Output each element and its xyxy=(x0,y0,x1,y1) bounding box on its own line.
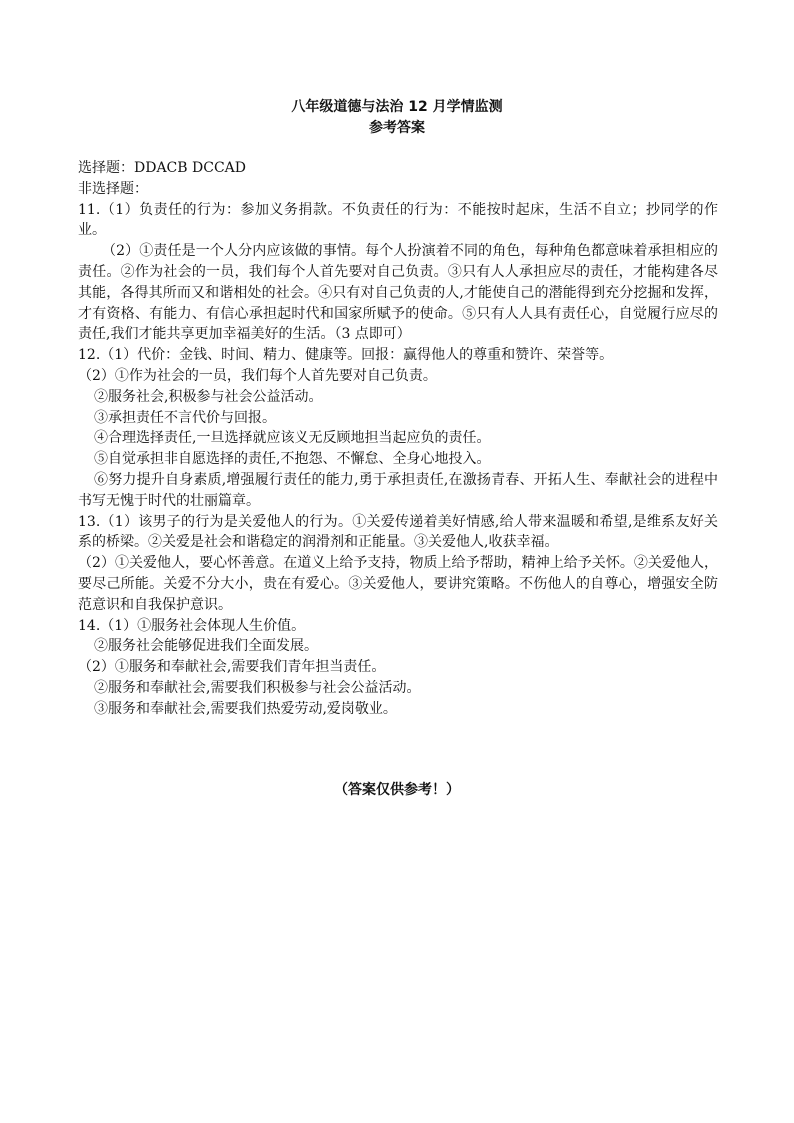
non-multiple-choice-heading: 非选择题： xyxy=(78,180,148,197)
answer-content xyxy=(78,158,718,720)
q12-part1: 12.（1）代价：金钱、时间、精力、健康等。回报：赢得他人的尊重和赞许、荣誉等。 xyxy=(78,347,614,364)
q14-part1-item2: ②服务社会能够促进我们全面发展。 xyxy=(94,638,318,655)
q14-part1-item1: 14.（1）①服务社会体现人生价值。 xyxy=(78,617,306,634)
q12-part2-item6: ⑥努力提升自身素质,增强履行责任的能力,勇于承担责任,在激扬青春、开拓人生、奉献社会的进程中书写无愧于时代的壮丽篇章。 xyxy=(78,471,718,509)
document-subtitle: 参考答案 xyxy=(369,120,425,136)
q14-part2-item2: ②服务和奉献社会,需要我们积极参与社会公益活动。 xyxy=(94,679,421,696)
multiple-choice-answers: 选择题：DDACB DCCAD xyxy=(78,160,246,176)
document-title: 八年级道德与法治 12 月学情监测 xyxy=(291,99,503,115)
q12-part2-item5: ⑤自觉承担非自愿选择的责任,不抱怨、不懈怠、全身心地投入。 xyxy=(94,451,491,468)
q12-part2-item4: ④合理选择责任,一旦选择就应该义无反顾地担当起应负的责任。 xyxy=(94,430,491,447)
answer-footer-note: （答案仅供参考！） xyxy=(334,782,460,798)
q12-part2-item2: ②服务社会,积极参与社会公益活动。 xyxy=(94,388,323,405)
q13-part2: （2）①关爱他人，要心怀善意。在道义上给予支持，物质上给予帮助，精神上给予关怀。②关爱他人，要尽己所能。关爱不分大小，贵在有爱心。③关爱他人，要讲究策略。不伤他人的自尊心，增强安全防范意识和自我保护意识。 xyxy=(78,555,718,613)
q12-part2-item1: （2）①作为社会的一员，我们每个人首先要对自己负责。 xyxy=(78,367,437,384)
q11-part2: （2）①责任是一个人分内应该做的事情。每个人扮演着不同的角色，每种角色都意味着承担相应的责任。②作为社会的一员，我们每个人首先要对自己负责。③只有人人承担应尽的责任，才能构建各尽其能，各得其所而又和谐相处的社会。④只有对自己负责的人,才能使自己的潜能得到充分挖掘和发挥，才有资格、有能力、有信心承担起时代和国家所赋予的使命。⑤只有人人具有责任心，自觉履行应尽的责任,我们才能共享更加幸福美好的生活。（3 点即可） xyxy=(78,243,718,343)
q13-part1: 13.（1）该男子的行为是关爱他人的行为。①关爱传递着美好情感,给人带来温暖和希望,是维系友好关系的桥梁。②关爱是社会和谐稳定的润滑剂和正能量。③关爱他人,收获幸福。 xyxy=(78,513,718,551)
q12-part2-item3: ③承担责任不言代价与回报。 xyxy=(94,409,276,426)
q11-part1: 11.（1）负责任的行为：参加义务捐款。不负责任的行为：不能按时起床，生活不自立；抄同学的作业。 xyxy=(78,201,718,239)
q14-part2-item3: ③服务和奉献社会,需要我们热爱劳动,爱岗敬业。 xyxy=(94,700,397,717)
q14-part2-item1: （2）①服务和奉献社会,需要我们青年担当责任。 xyxy=(78,659,386,676)
